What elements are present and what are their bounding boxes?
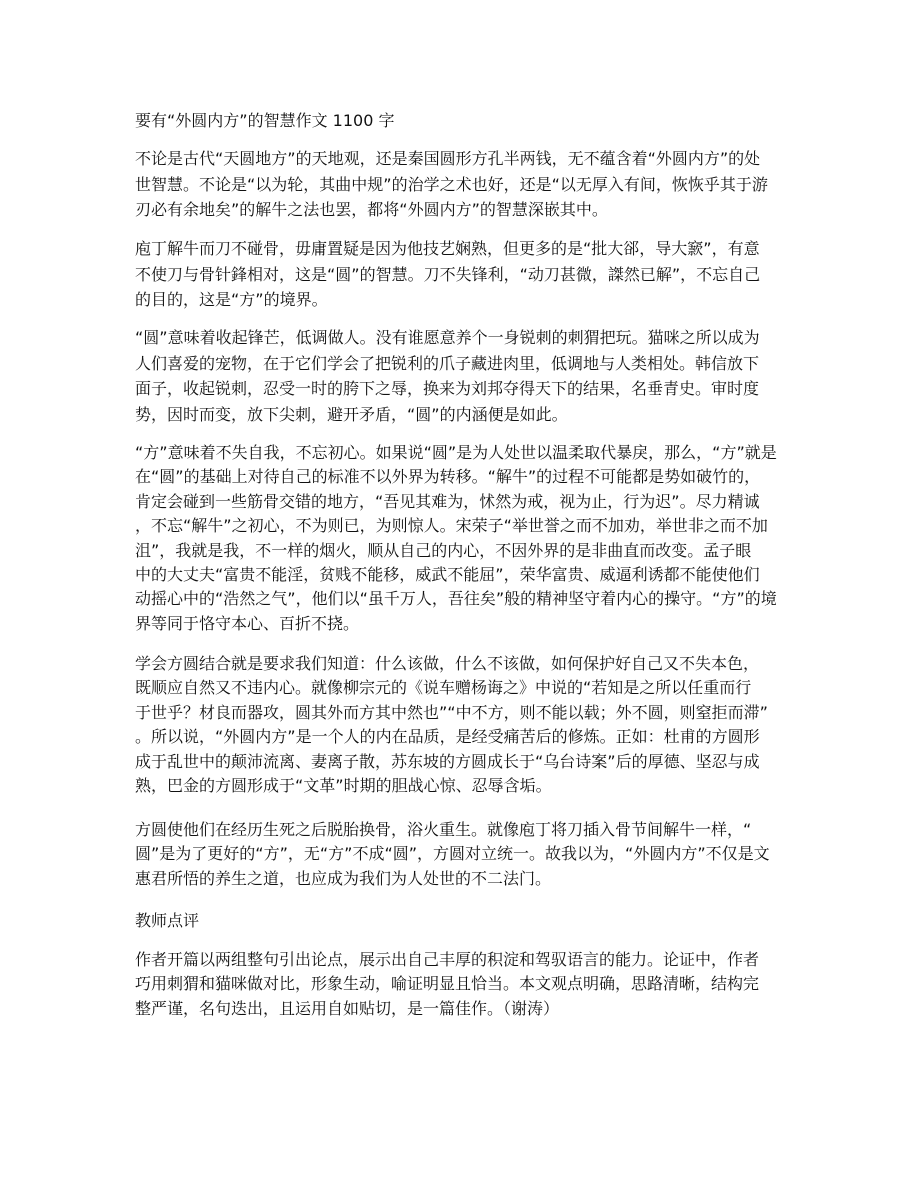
teacher-comment	[135, 948, 795, 1021]
paragraph-2	[135, 236, 795, 313]
paragraph-3	[135, 325, 795, 427]
text-line: 圆”是为了更好的“方”，无“方”不成“圆”，方圆对立统一。故我以为，“外圆内方”不仅是文	[135, 844, 770, 864]
text-line: 界等同于恪守本心、百折不挠。	[135, 613, 360, 633]
text-line: 不论是古代“天圆地方”的天地观，还是秦国圆形方孔半两钱，无不蕴含着“外圆内方”的处	[135, 149, 761, 168]
text-line: “方”意味着不失自我，不忘初心。如果说“圆”是为人处世以温柔取代暴戾，那么，“方”就是	[135, 443, 777, 462]
text-line: 不使刀与骨针鋒相对，这是“圆”的智慧。刀不失锋利，“动刀甚微，謋然已解”，不忘自己	[135, 264, 761, 284]
text-line: 肯定会碰到一些筋骨交错的地方，“吾见其难为，怵然为戒，视为止，行为迟”。尽力精诚	[135, 491, 760, 511]
paragraph-1	[135, 146, 795, 223]
text-line: 方圆使他们在经历生死之后脱胎换骨，浴火重生。就像庖丁将刀插入骨节间解牛一样，“	[135, 820, 752, 839]
text-line: 巧用刺猬和猫咪做对比，形象生动，喻证明显且恰当。本文观点明确，思路清晰，结构完	[135, 974, 760, 994]
paragraph-4	[135, 441, 795, 636]
text-line: 作者开篇以两组整句引出论点，展示出自己丰厚的积淀和驾驭语言的能力。论证中，作者	[135, 950, 760, 969]
text-line: 势，因时而变，放下尖刺，避开矛盾，“圆”的内涵便是如此。	[135, 404, 568, 424]
text-line: 刃必有余地矣”的解牛之法也罢，都将“外圆内方”的智慧深嵌其中。	[135, 200, 608, 219]
text-line: 中的大丈夫“富贵不能淫，贫贱不能移，威武不能屈”，荣华富贵、威逼利诱都不能使他们	[135, 564, 760, 584]
text-line: 学会方圆结合就是要求我们知道：什么该做，什么不该做，如何保护好自己又不失本色，	[135, 654, 760, 673]
text-line: 面子，收起锐刺，忍受一时的胯下之辱，换来为刘邦夺得天下的结果，名垂青史。审时度	[135, 379, 760, 398]
text-line: 熟，巴金的方圆形成于“文革”时期的胆战心惊、忍辱含垢。	[135, 775, 552, 795]
text-line: 动摇心中的“浩然之气”，他们以“虽千万人，吾往矣”般的精神坚守着内心的操守。“方”的境	[135, 589, 777, 609]
text-line: 成于乱世中的颠沛流离、妻离子散，苏东坡的方圆成长于“乌台诗案”后的厚德、坚忍与成	[135, 751, 760, 771]
text-line: 。所以说，“外圆内方”是一个人的内在品质，是经受痛苦后的修炼。正如：杜甫的方圆形	[135, 727, 760, 747]
title-text: 要有“外圆内方”的智慧作文 1100 字	[135, 111, 395, 130]
comment-heading-text: 教师点评	[135, 911, 200, 930]
comment-heading	[135, 908, 795, 934]
text-line: 沮”，我就是我，不一样的烟火，顺从自己的内心，不因外界的是非曲直而改变。孟子眼	[135, 540, 752, 560]
paragraph-5	[135, 652, 795, 798]
text-line: ，不忘“解牛”之初心，不为则已，为则惊人。宋荣子“举世誉之而不加劝，举世非之而不加	[135, 516, 768, 536]
text-line: 惠君所悟的养生之道，也应成为我们为人处世的不二法门。	[135, 868, 552, 888]
text-line: “圆”意味着收起锋芒，低调做人。没有谁愿意养个一身锐刺的刺猬把玩。猫咪之所以成为	[135, 328, 760, 347]
text-line: 整严谨，名句迭出，且运用自如贴切，是一篇佳作。（谢涛）	[135, 998, 560, 1018]
paragraph-6	[135, 818, 795, 891]
text-line: 人们喜爱的宠物，在于它们学会了把锐利的爪子藏进肉里，低调地与人类相处。韩信放下	[135, 353, 760, 373]
text-line: 在“圆”的基础上对待自己的标准不以外界为转移。“解牛”的过程不可能都是势如破竹的，	[135, 467, 761, 487]
text-line: 的目的，这是“方”的境界。	[135, 290, 328, 309]
document-title	[135, 108, 795, 134]
text-line: 世智慧。不论是“以为轮，其曲中规”的治学之术也好，还是“以无厚入有间，恢恢乎其于游	[135, 174, 768, 194]
text-line: 庖丁解牛而刀不碰骨，毋庸置疑是因为他技艺娴熟，但更多的是“批大郤，导大窾”，有意	[135, 239, 760, 258]
text-line: 于世乎？材良而器攻，圆其外而方其中然也”“中不方，则不能以载；外不圆，则窒拒而滞”	[135, 702, 768, 722]
text-line: 既顺应自然又不违内心。就像柳宗元的《说车赠杨诲之》中说的“若知是之所以任重而行	[135, 678, 752, 698]
